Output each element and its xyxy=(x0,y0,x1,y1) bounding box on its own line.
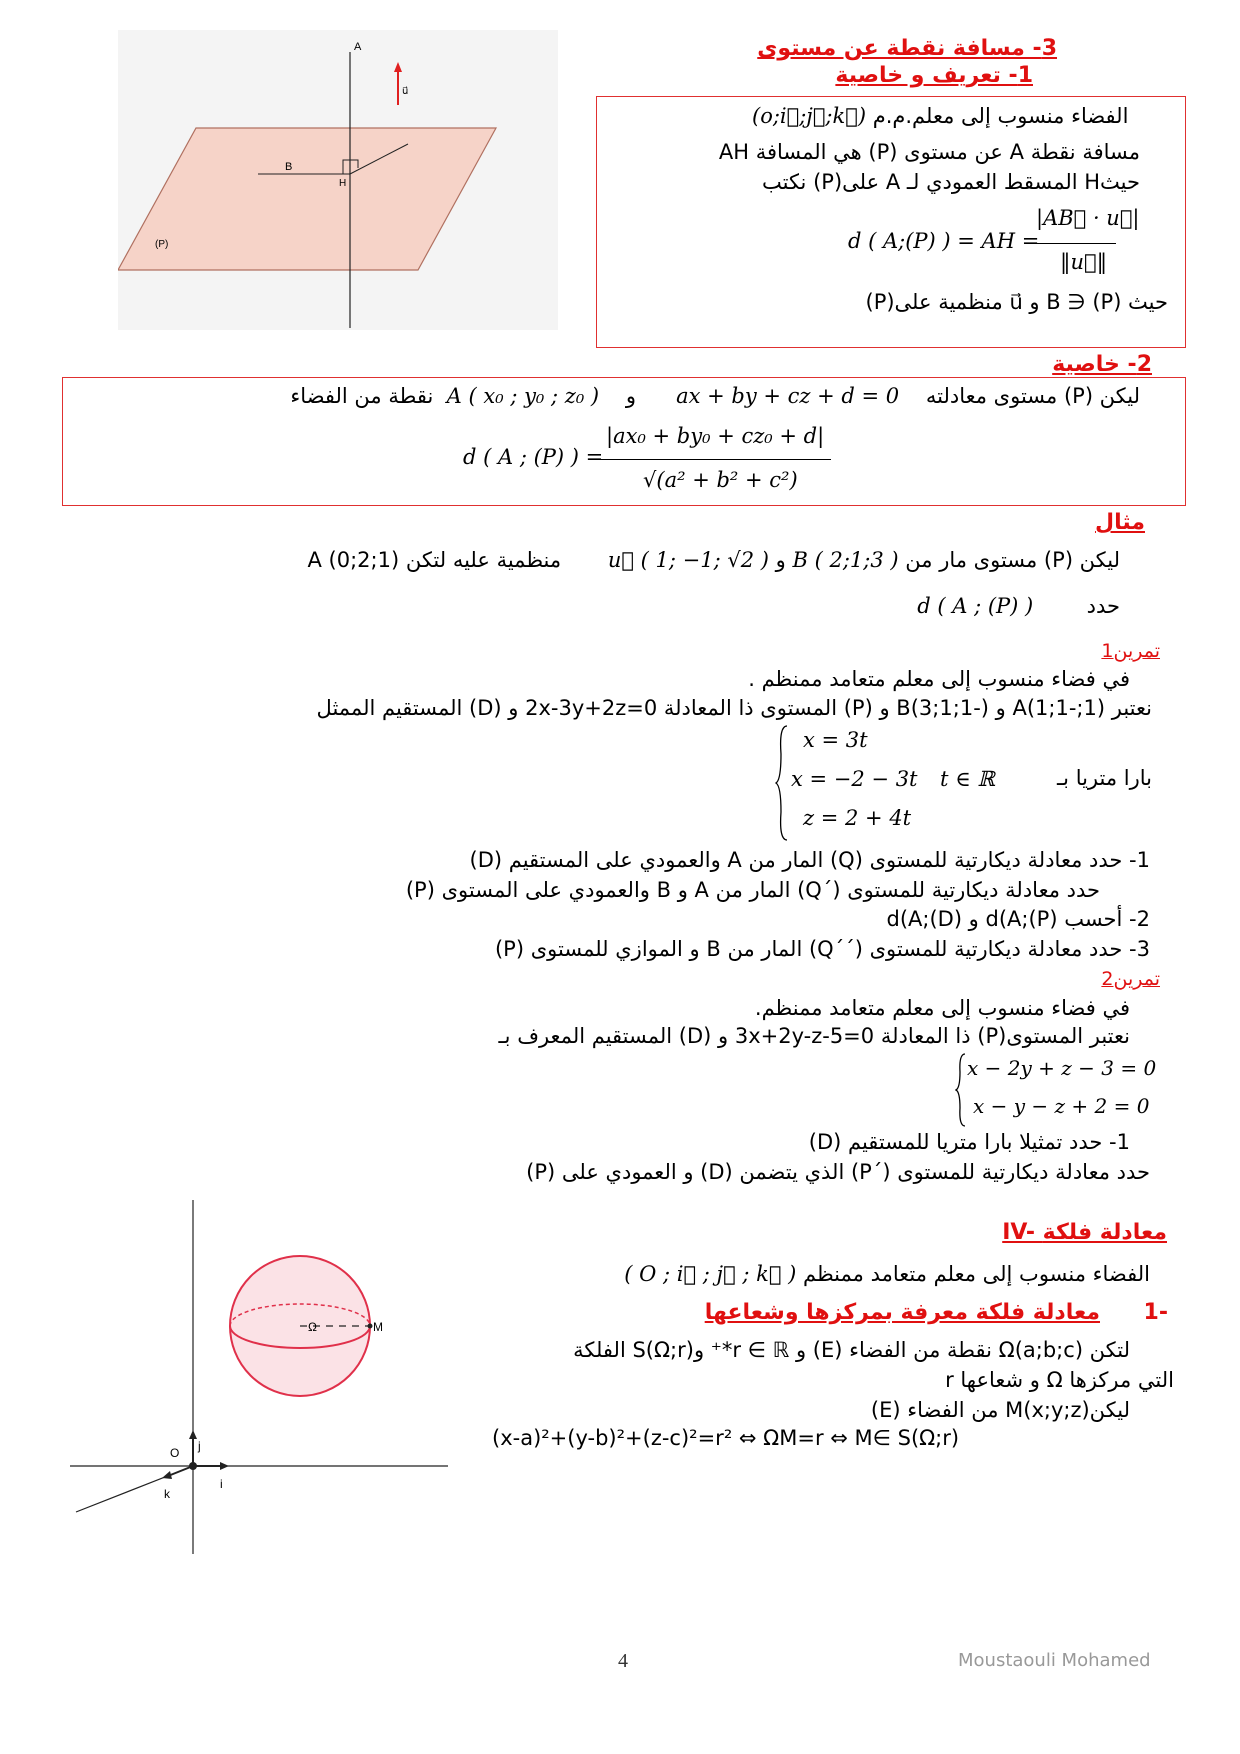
example-and: و xyxy=(775,548,786,572)
sphere-line4: ليكن(M(x;y;z من الفضاء (E) xyxy=(870,1398,1130,1422)
label-j: j xyxy=(198,1439,201,1453)
def-where: حيث (P) ∈ B و u⃗ منظمية على(P) xyxy=(865,290,1168,314)
def-line1 xyxy=(752,104,1128,128)
formula-denominator: ‖u⃗‖ xyxy=(1060,250,1108,274)
example-line2 xyxy=(917,594,1120,618)
param-system xyxy=(775,724,1035,842)
example-text-b: منظمية عليه لتكن (1;2;0) A xyxy=(307,548,562,572)
point-a: A ( x₀ ; y₀ ; z₀ ) xyxy=(446,384,600,408)
cartesian-system xyxy=(955,1052,1155,1128)
exercise1-q3: 3- حدد معادلة ديكارتية للمستوى (´´Q) المار من B و الموازي للمستوى (P) xyxy=(494,937,1150,961)
exercise1-q1: 1- حدد معادلة ديكارتية للمستوى (Q) المار من A والعمودي على المستقيم (D) xyxy=(469,848,1150,872)
sphere-line2: لتكن (Ω(a;b;c نقطة من الفضاء (E) و r ∈ ℝ*⁺ وS(Ω;r) الفلكة xyxy=(573,1338,1130,1362)
sphere-sub-number: 1- xyxy=(1143,1300,1168,1325)
sys1-eq1: x = 3t xyxy=(803,728,868,752)
property-formula-lhs: d ( A ; (P) ) = xyxy=(463,445,604,469)
plane-figure xyxy=(118,30,558,330)
sys1-param: t ∈ ℝ xyxy=(940,767,995,791)
formula-lhs: d ( A;(P) ) = AH = xyxy=(848,229,1040,253)
sphere-equation: (x-a)²+(y-b)²+(z-c)²=r² ⇔ ΩM=r ⇔ M∈ S(Ω;r) xyxy=(492,1426,960,1450)
vector-u: u⃗ ( 1; −1; √2 ) xyxy=(607,548,769,572)
sys1-eq3: z = 2 + 4t xyxy=(803,806,912,830)
sphere-basis: ( O ; i⃗ ; j⃗ ; k⃗ ) xyxy=(624,1262,797,1286)
property-line1 xyxy=(290,384,1140,408)
label-u: u⃗ xyxy=(402,86,409,97)
label-m: M xyxy=(373,1320,383,1334)
example-line1 xyxy=(307,548,1120,572)
property-formula xyxy=(463,420,843,502)
def-line3: حيثH المسقط العمودي لـ A على(P) نكتب xyxy=(762,170,1140,194)
sphere-line3: التي مركزها Ω و شعاعها r xyxy=(945,1368,1174,1392)
example-define: حدد xyxy=(1086,594,1120,618)
exercise2-line2: نعتبر المستوى(P) ذا المعادلة 3x+2y-z-5=0 و (D) المستقيم المعرف بـ xyxy=(498,1024,1130,1048)
exercise2-title: تمرين2 xyxy=(1101,968,1160,990)
property-formula-den: √(a² + b² + c²) xyxy=(643,468,798,492)
point-b: B ( 2;1;3 ) xyxy=(792,548,899,572)
label-i: i xyxy=(220,1477,223,1491)
basis-notation: (o;i⃗;j⃗;k⃗) xyxy=(752,104,867,128)
label-a: A xyxy=(354,41,362,53)
exercise2-line1: في فضاء منسوب إلى معلم متعامد ممنظم. xyxy=(754,996,1130,1020)
formula-numerator: |AB⃗ · u⃗| xyxy=(1036,206,1140,230)
def-line1-text: الفضاء منسوب إلى معلم.م.م xyxy=(872,104,1129,128)
sphere-figure xyxy=(68,1198,450,1556)
exercise2-q1: 1- حدد تمثيلا بارا متريا للمستقيم (D) xyxy=(808,1130,1130,1154)
label-k: k xyxy=(164,1487,170,1501)
distance-formula xyxy=(848,202,1140,284)
section-title: 3- مسافة نقطة عن مستوى xyxy=(757,36,1057,61)
exercise1-line2: نعتبر (1;-1;1)A و (-1;1;3)B و (P) المستوى ذا المعادلة 2x-3y+2z=0 و (D) المستقيم الممثل xyxy=(316,696,1152,720)
property-text-a: ليكن (P) مستوى معادلته xyxy=(925,384,1140,408)
author-name: Moustaouli Mohamed xyxy=(958,1650,1151,1671)
property-formula-num: |ax₀ + by₀ + cz₀ + d| xyxy=(606,424,825,448)
sphere-line1-text: الفضاء منسوب إلى معلم متعامد ممنظم xyxy=(802,1262,1150,1286)
sys1-eq2: x = −2 − 3t xyxy=(791,767,918,791)
sphere-line1 xyxy=(624,1262,1150,1286)
property-title: 2- خاصية xyxy=(1052,352,1152,377)
exercise1-line1: في فضاء منسوب إلى معلم متعامد ممنظم . xyxy=(748,667,1130,691)
label-b: B xyxy=(285,161,293,173)
exercise1-q2: 2- أحسب (d(A;(P و (d(A;(D xyxy=(886,907,1150,931)
subsection-title: 1- تعريف و خاصية xyxy=(835,63,1033,88)
sphere-section-title: IV- معادلة فلكة xyxy=(1002,1220,1167,1245)
sphere-subtitle: معادلة فلكة معرفة بمركزها وشعاعها xyxy=(704,1300,1100,1325)
example-distance: d ( A ; (P) ) xyxy=(917,594,1034,618)
label-h: H xyxy=(339,178,347,189)
plane-equation: ax + by + cz + d = 0 xyxy=(676,384,900,408)
property-text-b: نقطة من الفضاء xyxy=(290,384,434,408)
label-plane: (P) xyxy=(155,239,169,250)
label-o: O xyxy=(170,1446,180,1460)
exercise2-q1b: حدد معادلة ديكارتية للمستوى (´P) الذي يتضمن (D) و العمودي على (P) xyxy=(526,1160,1150,1184)
example-text-a: ليكن (P) مستوى مار من xyxy=(905,548,1120,572)
sys2-eq2: x − y − z + 2 = 0 xyxy=(973,1094,1150,1118)
sys2-eq1: x − 2y + z − 3 = 0 xyxy=(967,1056,1157,1080)
param-label: بارا متريا بـ xyxy=(1057,766,1152,790)
label-omega: Ω xyxy=(308,1320,317,1334)
exercise1-q1b: حدد معادلة ديكارتية للمستوى (´Q) المار من A و B والعمودي على المستوى (P) xyxy=(405,878,1100,902)
def-line2: مسافة نقطة A عن مستوى (P) هي المسافة AH xyxy=(718,140,1140,164)
page-number: 4 xyxy=(618,1650,628,1672)
exercise1-title: تمرين1 xyxy=(1101,640,1160,662)
example-title: مثال xyxy=(1095,510,1145,535)
and-word: و xyxy=(625,384,636,408)
